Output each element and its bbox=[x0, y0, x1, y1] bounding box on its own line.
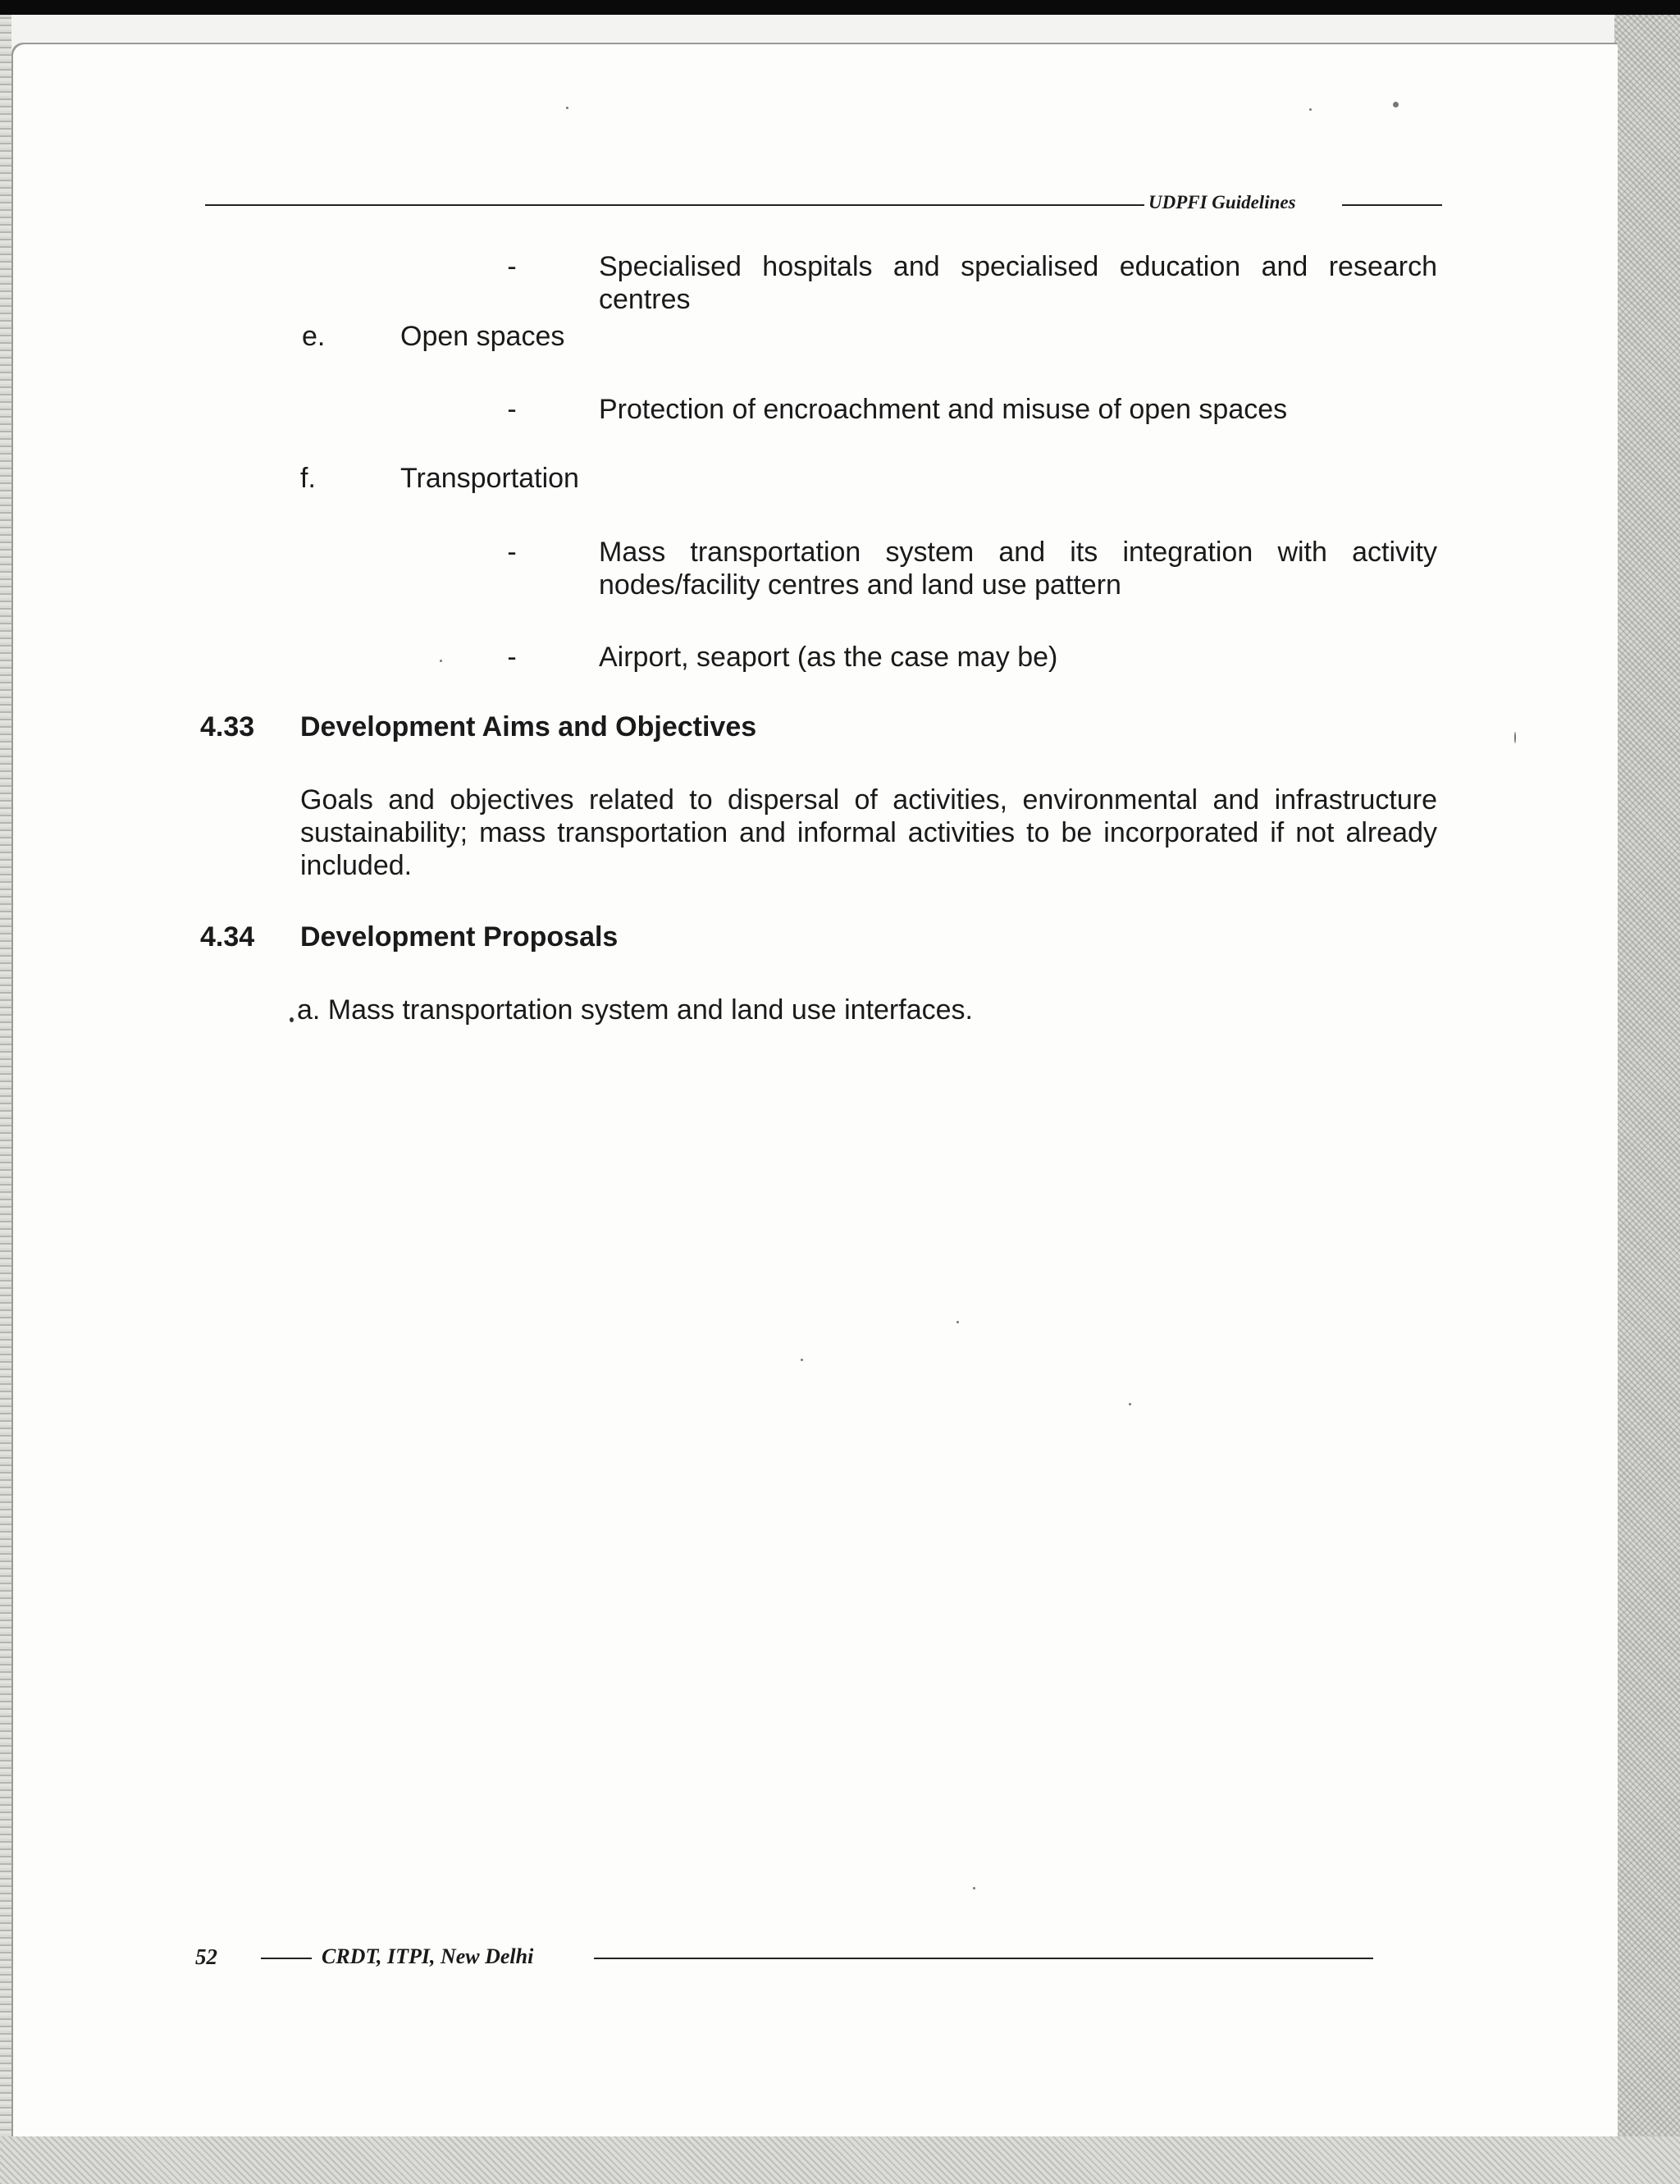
document-page bbox=[11, 43, 1618, 2136]
header-rule-right bbox=[1342, 204, 1442, 206]
section-heading-4-34: Development Proposals bbox=[300, 921, 619, 953]
scan-speck bbox=[440, 660, 442, 662]
scan-bottom-edge bbox=[0, 2136, 1680, 2184]
bullet-text-open-spaces-protection: Protection of encroachment and misuse of open spaces bbox=[599, 394, 1288, 425]
list-bullet-dash: - bbox=[507, 394, 517, 425]
scan-speck bbox=[801, 1359, 803, 1361]
scan-speck bbox=[1129, 1403, 1131, 1405]
footer-page-number: 52 bbox=[195, 1944, 217, 1969]
list-bullet-dash: - bbox=[507, 642, 517, 673]
scan-left-edge bbox=[0, 15, 11, 2184]
scan-speck bbox=[973, 1887, 975, 1889]
scan-speck bbox=[1309, 108, 1312, 111]
section-heading-4-33: Development Aims and Objectives bbox=[300, 711, 757, 742]
scan-speck bbox=[566, 107, 568, 109]
footer-rule-left bbox=[261, 1958, 312, 1959]
scan-speck bbox=[1514, 732, 1516, 743]
list-label-e: e. bbox=[302, 321, 326, 352]
section-body-4-33: Goals and objectives related to dispersal of activities, environmental and infrastructure sustainability; mass transportation and informal activities to be incorporated if not already included. bbox=[300, 784, 1437, 881]
list-bullet-dash: - bbox=[507, 251, 517, 282]
bullet-text-mass-transportation: Mass transportation system and its integration with activity nodes/facility centres and land use pattern bbox=[599, 537, 1437, 601]
bullet-text-airport-seaport: Airport, seaport (as the case may be) bbox=[599, 642, 1058, 673]
list-bullet-dash: - bbox=[507, 537, 517, 568]
scan-top-border bbox=[0, 0, 1680, 15]
running-header-title: UDPFI Guidelines bbox=[1148, 192, 1296, 212]
section-number-4-33: 4.33 bbox=[200, 711, 255, 742]
list-item-open-spaces: Open spaces bbox=[400, 321, 565, 352]
section-body-4-34: a. Mass transportation system and land use interfaces. bbox=[297, 994, 973, 1026]
list-label-f: f. bbox=[300, 463, 316, 494]
scan-right-edge bbox=[1614, 15, 1680, 2184]
footer-rule-right bbox=[594, 1958, 1373, 1959]
header-rule-left bbox=[205, 204, 1144, 206]
scan-speck bbox=[956, 1321, 959, 1323]
bullet-text-specialised-hospitals: Specialised hospitals and specialised education and research centres bbox=[599, 251, 1437, 315]
section-number-4-34: 4.34 bbox=[200, 921, 255, 953]
footer-organization: CRDT, ITPI, New Delhi bbox=[322, 1944, 534, 1968]
list-item-transportation: Transportation bbox=[400, 463, 579, 494]
scan-speck bbox=[1393, 102, 1399, 107]
scan-speck bbox=[290, 1017, 294, 1022]
